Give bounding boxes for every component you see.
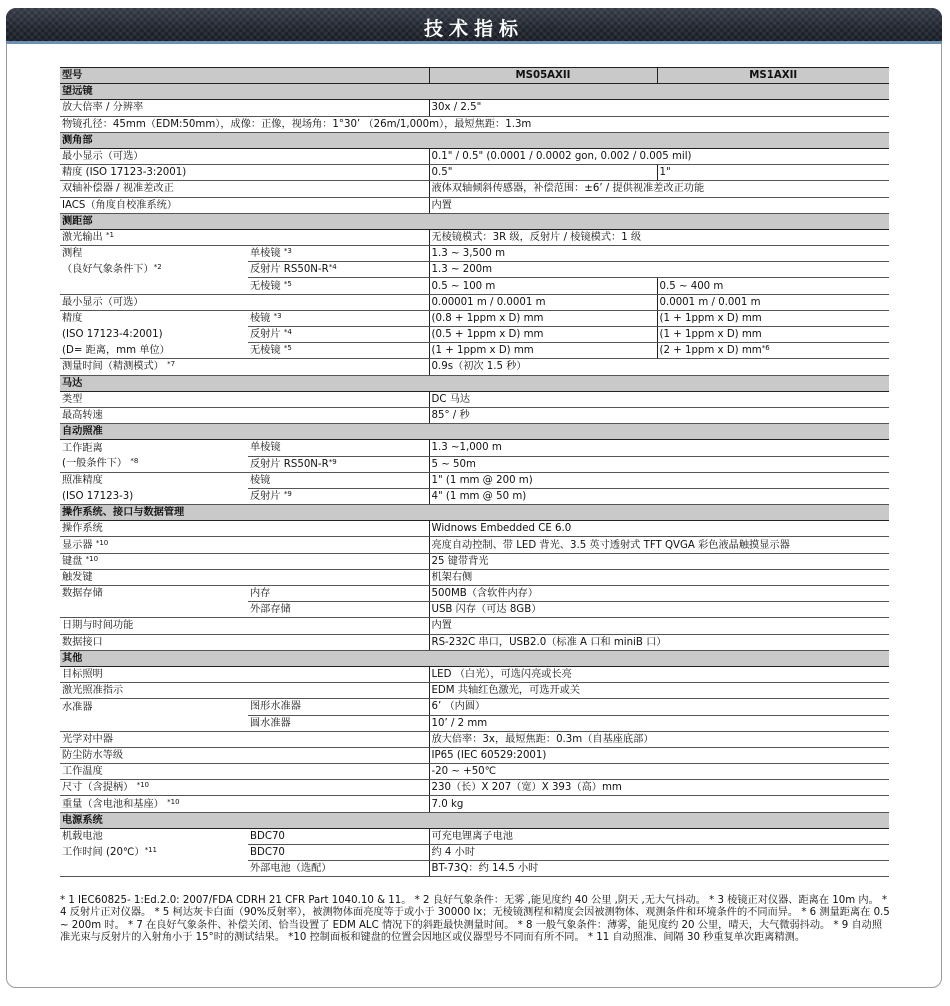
- table-row: 操作系统 Widnows Embedded CE 6.0: [60, 521, 889, 537]
- table-row: 工作温度 -20 ~ +50℃: [60, 764, 889, 780]
- table-row: 工作时间 (20℃）$^{*11}$ BDC70 约 4 小时: [60, 845, 889, 861]
- table-row: 外部电池（选配） BT-73Q：约 14.5 小时: [60, 861, 889, 877]
- table-row: (D= 距离，mm 单位） 无棱镜 $^{*5}$ (1 + 1ppm x D) mm (2 + 1ppm x D) $mm^{*6}$: [60, 343, 889, 359]
- section-power: 电源系统: [60, 812, 889, 828]
- table-row: 精度 棱镜 $^{*3}$ (0.8 + 1ppm x D) mm (1 + 1ppm x D) mm: [60, 310, 889, 326]
- spec-table: [60, 67, 889, 877]
- table-row: 外部存储 USB 闪存（可达 8GB）: [60, 602, 889, 618]
- table-row: 数据存储 内存 500MB（含软件内存）: [60, 586, 889, 602]
- table-row: 类型 DC 马达: [60, 391, 889, 407]
- table-row: (ISO 17123-4:2001) 反射片 $^{*4}$ (0.5 + 1ppm x D) mm (1 + 1ppm x D) mm: [60, 327, 889, 343]
- section-distance: 测距部: [60, 213, 889, 229]
- table-row: 尺寸（含提柄） $^{*10}$ 230（长）X 207（宽）X 393（高）mm: [60, 780, 889, 796]
- table-row: 测程 单棱镜 $^{*3}$ 1.3 ~ 3,500 m: [60, 246, 889, 262]
- table-row: 激光输出 $^{*1}$ 无棱镜模式：3R 级，反射片 / 棱镜模式：1 级: [60, 229, 889, 245]
- table-row: 触发键 机架右侧: [60, 569, 889, 585]
- table-row: 日期与时间功能 内置: [60, 618, 889, 634]
- table-row: 重量（含电池和基座） $^{*10}$ 7.0 kg: [60, 796, 889, 812]
- table-row: 照准精度 棱镜 1" (1 mm @ 200 m): [60, 472, 889, 488]
- section-autopoint: 自动照准: [60, 424, 889, 440]
- table-row: 最高转速 85° / 秒: [60, 407, 889, 423]
- table-row: 物镜孔径：45mm（EDM:50mm），成像：正像，视场角：1°30’ （26m/1,000m），最短焦距：1.3m: [60, 116, 889, 132]
- section-other: 其他: [60, 650, 889, 666]
- page-title: 技术指标: [423, 18, 524, 40]
- table-row: 最小显示（可选） 0.1" / 0.5" (0.0001 / 0.0002 gon, 0.002 / 0.005 mil): [60, 148, 889, 164]
- table-row: 工作距离 单棱镜 1.3 ~1,000 m: [60, 440, 889, 456]
- table-row: IACS（角度自校准系统） 内置: [60, 197, 889, 213]
- header-banner: [6, 8, 942, 44]
- table-row: 激光照准指示 EDM 共轴红色激光，可选开或关: [60, 683, 889, 699]
- section-telescope: 望远镜: [60, 84, 889, 100]
- table-row: （良好气象条件下）$^{*2}$ 反射片 $RS50N-R^{*4}$ 1.3 ~ 200m: [60, 262, 889, 278]
- table-row: 圆水准器 10’ / 2 mm: [60, 715, 889, 731]
- section-angle: 测角部: [60, 132, 889, 148]
- model-b: MS1AXII: [657, 68, 889, 84]
- table-row: 防尘防水等级 IP65 (IEC 60529:2001): [60, 747, 889, 763]
- table-row: 测量时间（精测模式） $^{*7}$ 0.9s（初次 1.5 秒）: [60, 359, 889, 375]
- table-row: (ISO 17123-3) 反射片 $^{*9}$ 4" (1 mm @ 50 m): [60, 488, 889, 504]
- table-row: 键盘 $^{*10}$ 25 键带背光: [60, 553, 889, 569]
- table-row: 机载电池 BDC70 可充电锂离子电池: [60, 828, 889, 844]
- table-row: 精度 (ISO 17123-3:2001) 0.5" 1": [60, 165, 889, 181]
- table-row: 数据接口 RS-232C 串口，USB2.0（标准 A 口和 miniB 口）: [60, 634, 889, 650]
- model-row: [60, 68, 889, 84]
- table-row: 无棱镜 $^{*5}$ 0.5 ~ 100 m 0.5 ~ 400 m: [60, 278, 889, 294]
- table-row: 放大倍率 / 分辨率 30x / 2.5": [60, 100, 889, 116]
- model-a: MS05AXII: [429, 68, 657, 84]
- table-row: 最小显示（可选） 0.00001 m / 0.0001 m 0.0001 m / 0.001 m: [60, 294, 889, 310]
- section-os: 操作系统、接口与数据管理: [60, 505, 889, 521]
- table-row: (一般条件下） $^{*8}$ 反射片 $RS50N-R^{*9}$ 5 ~ 50m: [60, 456, 889, 472]
- table-row: 目标照明 LED （白光），可选闪亮或长亮: [60, 666, 889, 682]
- section-motor: 马达: [60, 375, 889, 391]
- footnotes: * 1 IEC60825- 1:Ed.2.0: 2007/FDA CDRH 21 CFR Part 1040.10 & 11。 * 2 良好气象条件：无雾 ,能见度约 40 公里 ,阴天 ,无大气抖动。 * 3 棱镜正对仪器、距离在 10m 内。 * 4 反射片正对仪器。 * 5 柯达灰卡白面（90%反射率），被测物体面亮度等于或小于 30000 lx；无棱镜测程和精度会因被测物体、观测条件和环境条件的不同而异。 * 6 测量距离在 0.5 ~ 200m 时。 * 7 在良好气象条件、补偿关闭、恰当设置了 EDM ALC 情况下的斜距最快测量时间。 * 8 一般气象条件：薄雾，能见度约 20 公里，晴天，大气微弱抖动。 * 9 自动照准光束与反射片的入射角小于 15°时的测试结果。 *10 控制面板和键盘的位置会因地区或仪器型号不同而有所不同。 * 11 自动照准、间隔 30 秒重复单次距离精测。: [60, 895, 890, 944]
- table-row: 双轴补偿器 / 视准差改正 液体双轴倾斜传感器，补偿范围：±6’ / 提供视准差改正功能: [60, 181, 889, 197]
- table-row: 光学对中器 放大倍率：3x，最短焦距：0.3m（自基座底部）: [60, 731, 889, 747]
- table-row: 水准器 图形水准器 6’ （内圆）: [60, 699, 889, 715]
- table-row: 显示器 $^{*10}$ 亮度自动控制、带 LED 背光、3.5 英寸透射式 TFT QVGA 彩色液晶触摸显示器: [60, 537, 889, 553]
- model-label: 型号: [60, 68, 429, 84]
